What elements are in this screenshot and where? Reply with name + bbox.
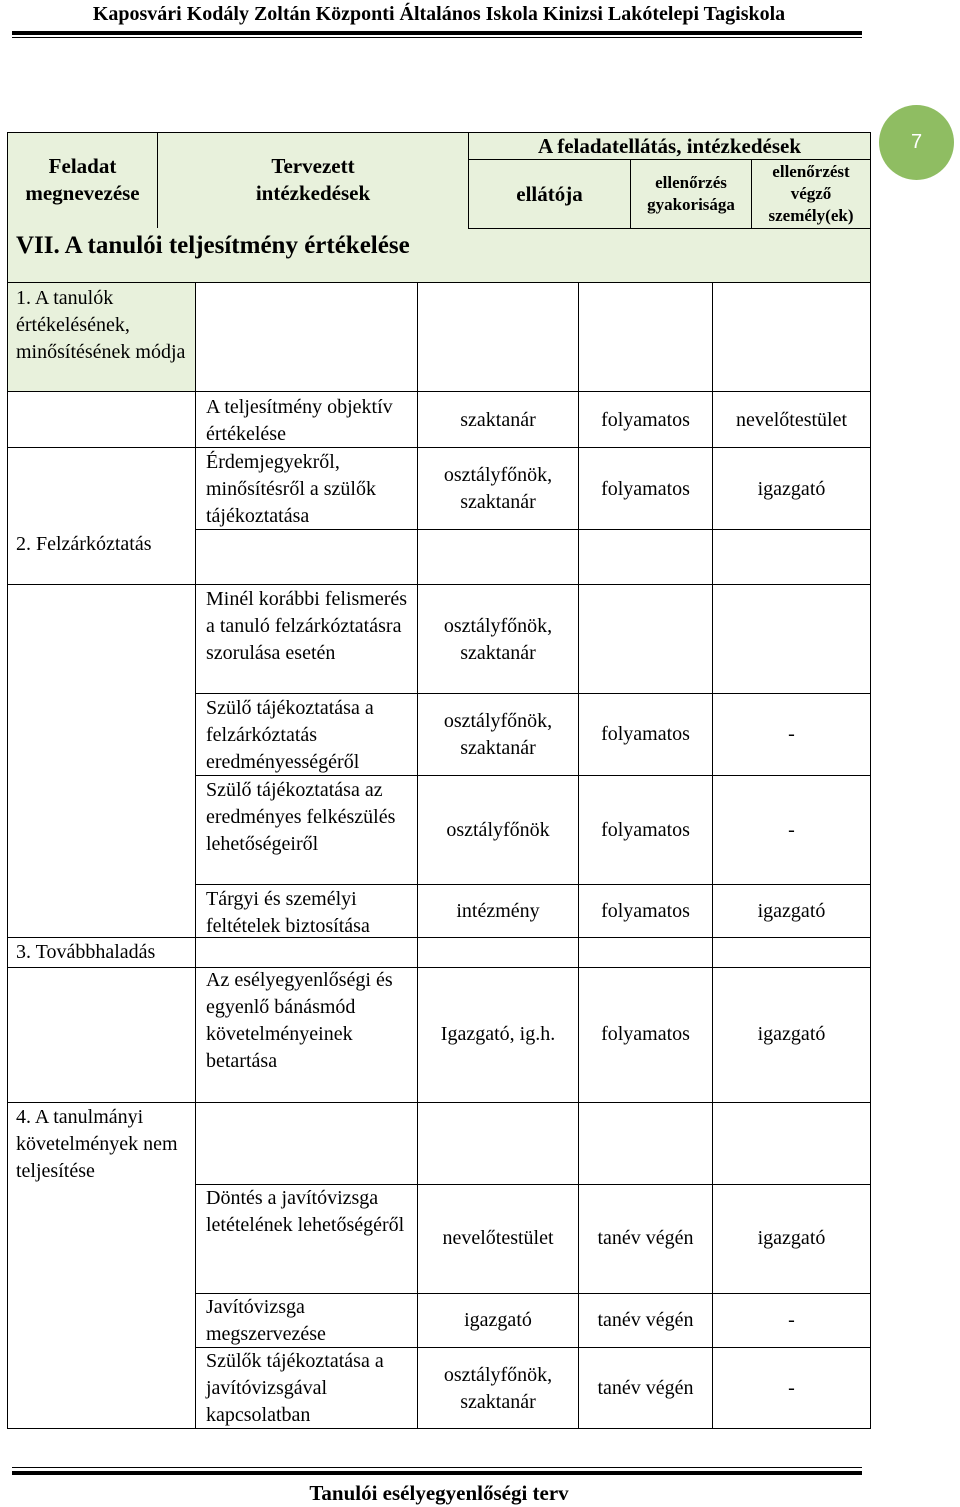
- task-3: 3. Továbbhaladás: [16, 941, 156, 963]
- measure-8: Javítóvizsga megszervezése: [206, 1296, 326, 1345]
- task-2: 2. Felzárkóztatás: [16, 533, 152, 555]
- controller-8: -: [788, 1309, 795, 1331]
- controller-4: -: [788, 819, 795, 841]
- header-task: Feladat megnevezése: [25, 154, 140, 205]
- measure-1: Érdemjegyekről, minősítésről a szülők tájékoztatása: [206, 451, 376, 527]
- measure-5: Tárgyi és személyi feltételek biztosítása: [206, 888, 370, 937]
- provider-3: osztályfőnök, szaktanár: [443, 710, 553, 759]
- provider-7: nevelőtestület: [442, 1227, 554, 1249]
- measure-9: Szülők tájékoztatása a javítóvizsgával kapcsolatban: [206, 1350, 384, 1426]
- measure-4: Szülő tájékoztatása az eredményes felkészülés lehetőségeiről: [206, 779, 396, 855]
- frequency-8: tanév végén: [597, 1309, 694, 1331]
- controller-7: igazgató: [757, 1227, 826, 1249]
- page-number-badge: 7: [879, 105, 954, 180]
- provider-4: osztályfőnök: [446, 819, 550, 841]
- provider-0: szaktanár: [460, 409, 536, 431]
- controller-0: nevelőtestület: [735, 409, 848, 431]
- frequency-3: folyamatos: [601, 723, 690, 745]
- school-name: Kaposvári Kodály Zoltán Központi Általános Iskola Kinizsi Lakótelepi Tagiskola: [92, 3, 786, 25]
- provider-8: igazgató: [464, 1309, 532, 1331]
- footer-rule-thin: [12, 1467, 862, 1468]
- controller-1: igazgató: [757, 478, 826, 500]
- controller-9: -: [788, 1377, 795, 1399]
- frequency-6: folyamatos: [601, 1023, 690, 1045]
- controller-3: -: [788, 723, 795, 745]
- provider-9: osztályfőnök, szaktanár: [443, 1364, 553, 1413]
- header-measures: Tervezett intézkedések: [255, 154, 371, 205]
- frequency-1: folyamatos: [601, 478, 690, 500]
- frequency-4: folyamatos: [601, 819, 690, 841]
- task-1: 1. A tanulók értékelésének, minősítésének módja: [16, 287, 186, 363]
- provider-5: intézmény: [456, 900, 540, 922]
- measure-3: Szülő tájékoztatása a felzárkóztatás eredményességéről: [206, 697, 374, 773]
- header-group: A feladatellátás, intézkedések: [537, 134, 802, 158]
- header-provider: ellátója: [516, 182, 583, 206]
- footer-title: Tanulói esélyegyenlőségi terv: [309, 1481, 569, 1505]
- header-rule-thin: [12, 37, 862, 38]
- header-rule: [12, 31, 862, 35]
- frequency-9: tanév végén: [597, 1377, 694, 1399]
- measure-0: A teljesítmény objektív értékelése: [206, 396, 393, 445]
- provider-1: osztályfőnök, szaktanár: [443, 464, 553, 513]
- frequency-5: folyamatos: [601, 900, 690, 922]
- task-4: 4. A tanulmányi követelmények nem teljesítése: [16, 1106, 178, 1182]
- header-frequency: ellenőrzés gyakorisága: [647, 173, 735, 214]
- measure-6: Az esélyegyenlőségi és egyenlő bánásmód követelményeinek betartása: [206, 969, 393, 1072]
- provider-2: osztályfőnök, szaktanár: [443, 615, 553, 664]
- header-controller: ellenőrzést végző személy(ek): [768, 162, 854, 225]
- controller-6: igazgató: [757, 1023, 826, 1045]
- provider-6: Igazgató, ig.h.: [440, 1023, 556, 1045]
- measure-7: Döntés a javítóvizsga letételének lehetőségéről: [206, 1187, 405, 1236]
- frequency-0: folyamatos: [601, 409, 690, 431]
- section-title: VII. A tanulói teljesítmény értékelése: [16, 232, 410, 259]
- controller-5: igazgató: [757, 900, 826, 922]
- measure-2: Minél korábbi felismerés a tanuló felzárkóztatásra szorulása esetén: [206, 588, 408, 664]
- footer-rule: [12, 1471, 862, 1475]
- frequency-7: tanév végén: [597, 1227, 694, 1249]
